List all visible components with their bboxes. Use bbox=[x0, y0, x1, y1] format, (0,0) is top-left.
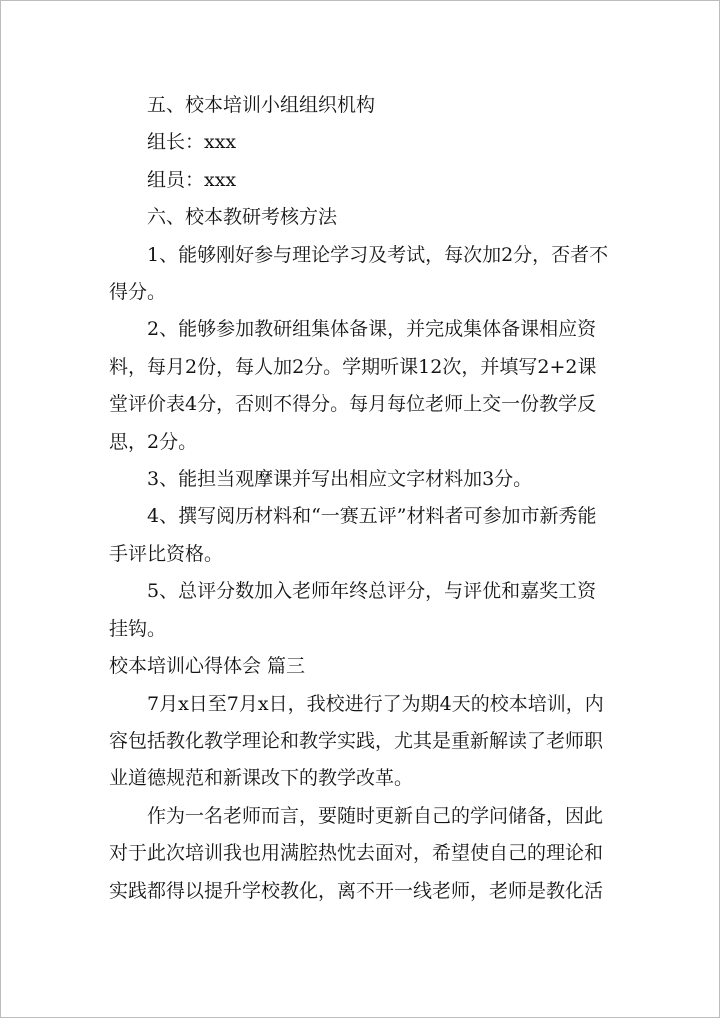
body-paragraph-1: 7月x日至7月x日，我校进行了为期4天的校本培训，内容包括教化教学理论和教学实践，尤其是重新解读了老师职业道德规范和新课改下的教学改革。 bbox=[109, 692, 604, 790]
section-5-heading: 五、校本培训小组组织机构 bbox=[147, 94, 376, 116]
assessment-item-3: 3、能担当观摩课并写出相应文字材料加3分。 bbox=[147, 468, 533, 491]
document-body bbox=[109, 87, 609, 910]
group-leader-line: 组长：xxx bbox=[147, 131, 237, 154]
assessment-item-4: 4、撰写阅历材料和“一赛五评”材料者可参加市新秀能手评比资格。 bbox=[109, 505, 597, 565]
group-members-line: 组员：xxx bbox=[147, 168, 237, 191]
part-3-title: 校本培训心得体会 篇三 bbox=[109, 655, 306, 678]
assessment-item-1: 1、能够刚好参与理论学习及考试，每次加2分，否者不得分。 bbox=[109, 243, 609, 304]
assessment-item-2: 2、能够参加教研组集体备课，并完成集体备课相应资料，每月2份，每人加2分。学期听课12次，并填写2+2课堂评价表4分，否则不得分。每月每位老师上交一份教学反思，2分。 bbox=[109, 318, 597, 453]
section-6-heading: 六、校本教研考核方法 bbox=[147, 206, 338, 229]
body-paragraph-2: 作为一名老师而言，要随时更新自己的学问储备，因此对于此次培训我也用满腔热忱去面对，希望使自己的理论和实践都得以提升学校教化，离不开一线老师，老师是教化活 bbox=[109, 804, 604, 902]
assessment-item-5: 5、总评分数加入老师年终总评分，与评优和嘉奖工资挂钩。 bbox=[109, 580, 597, 640]
